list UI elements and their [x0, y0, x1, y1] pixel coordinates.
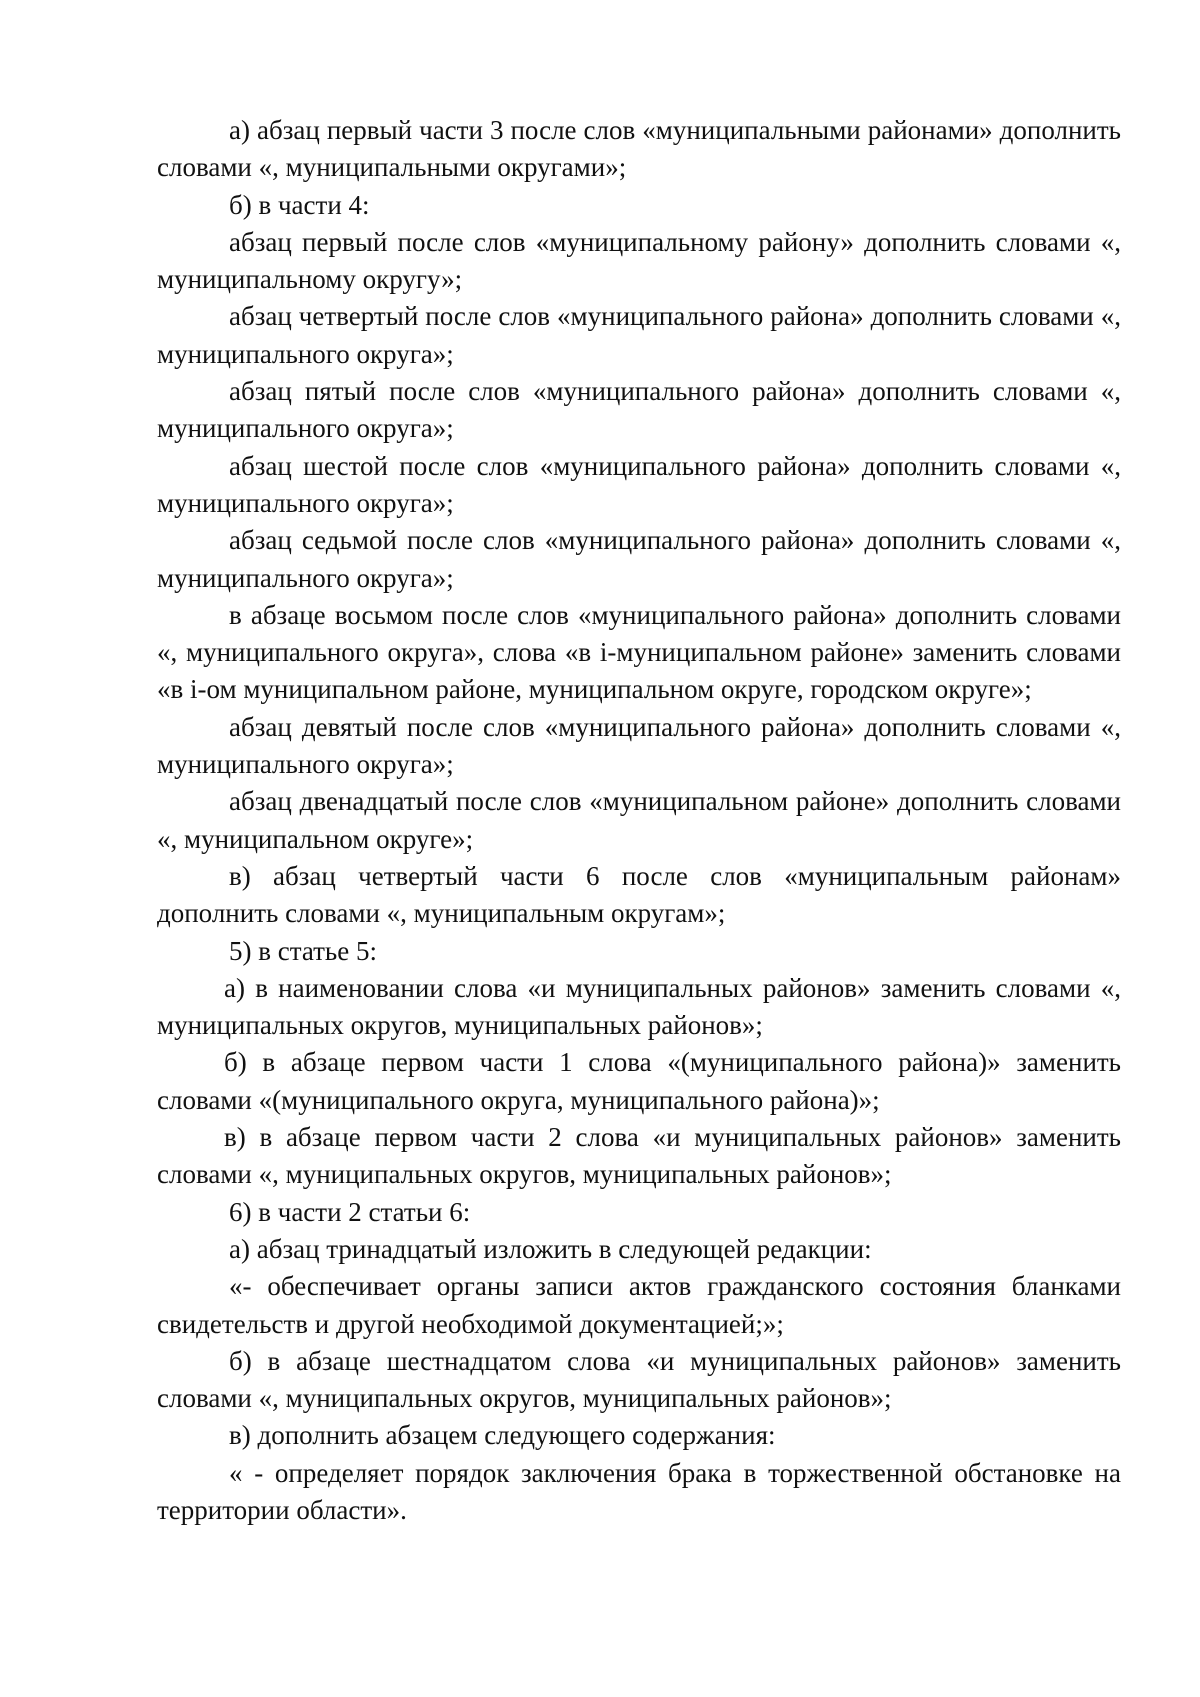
paragraph-6: абзац шестой после слов «муниципального района» дополнить словами «, муниципального округа»; [157, 450, 1121, 518]
paragraph-3: абзац первый после слов «муниципальному району» дополнить словами «, муниципальному округу»; [157, 226, 1121, 295]
paragraph-11: в) абзац четвертый части 6 после слов «муниципальным районам» дополнить словами «, муниципальным округам»; [157, 860, 1121, 929]
paragraph-8: в абзаце восьмом после слов «муниципального района» дополнить словами «, муниципального округа», слова «в i-муниципальном районе» заменить словами «в i-ом муниципальном районе, муниципальном округе, городском округе»; [157, 599, 1121, 705]
paragraph-10: абзац двенадцатый после слов «муниципальном районе» дополнить словами «, муниципальном округе»; [157, 786, 1121, 854]
paragraph-21: « - определяет порядок заключения брака в торжественной обстановке на территории области». [157, 1457, 1121, 1525]
paragraph-19: б) в абзаце шестнадцатом слова «и муниципальных районов» заменить словами «, муниципальных округов, муниципальных районов»; [157, 1345, 1121, 1414]
document-page [157, 112, 1121, 1529]
paragraph-16: 6) в части 2 статьи 6: [229, 1196, 471, 1227]
paragraph-4: абзац четвертый после слов «муниципального района» дополнить словами «, муниципального округа»; [157, 301, 1121, 369]
paragraph-7: абзац седьмой после слов «муниципального района» дополнить словами «, муниципального округа»; [157, 525, 1121, 593]
paragraph-15: в) в абзаце первом части 2 слова «и муниципальных районов» заменить словами «, муниципальных округов, муниципальных районов»; [157, 1122, 1121, 1190]
paragraph-14: б) в абзаце первом части 1 слова «(муниципального района)» заменить словами «(муниципального округа, муниципального района)»; [157, 1047, 1121, 1115]
paragraph-17: а) абзац тринадцатый изложить в следующей редакции: [229, 1233, 872, 1264]
paragraph-1: а) абзац первый части 3 после слов «муниципальными районами» дополнить словами «, муниципальными округами»; [157, 115, 1121, 183]
paragraph-5: абзац пятый после слов «муниципального района» дополнить словами «, муниципального округа»; [157, 376, 1121, 444]
paragraph-18: «- обеспечивает органы записи актов гражданского состояния бланками свидетельств и другой необходимой документацией;»; [157, 1271, 1121, 1339]
paragraph-2: б) в части 4: [229, 189, 370, 220]
paragraph-13: а) в наименовании слова «и муниципальных районов» заменить словами «, муниципальных округов, муниципальных районов»; [157, 972, 1121, 1041]
paragraph-9: абзац девятый после слов «муниципального района» дополнить словами «, муниципального округа»; [157, 711, 1121, 780]
paragraph-12: 5) в статье 5: [229, 935, 377, 966]
paragraph-20: в) дополнить абзацем следующего содержания: [229, 1420, 776, 1451]
